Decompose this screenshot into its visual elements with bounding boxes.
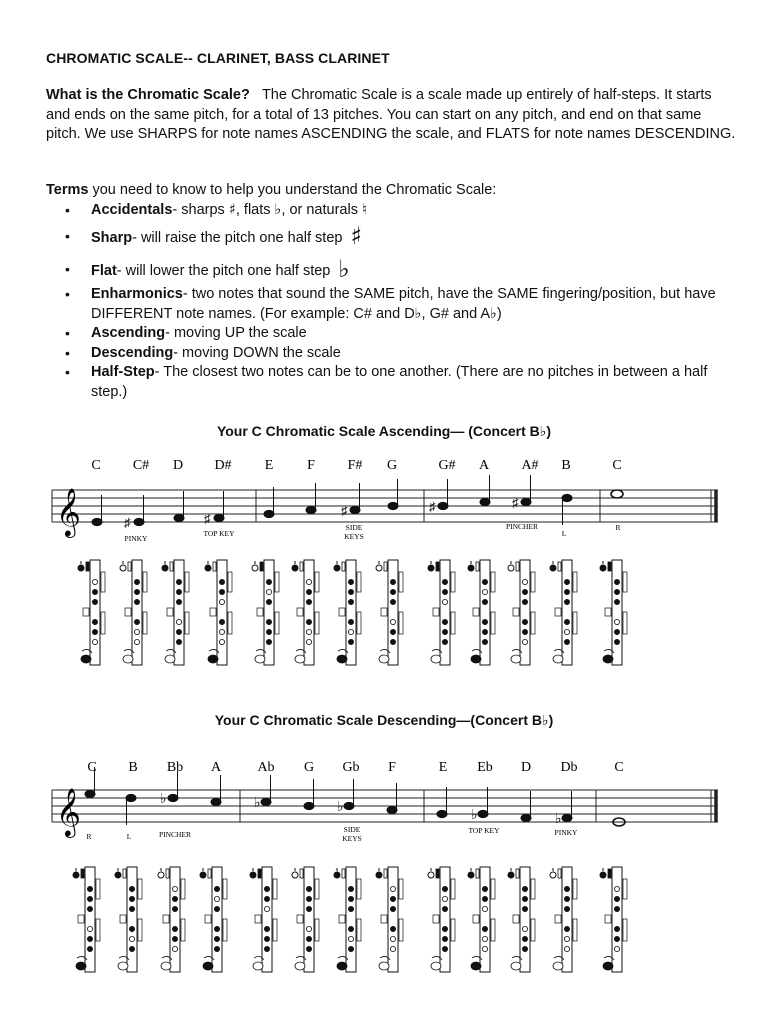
term-label: Flat bbox=[91, 262, 117, 279]
natural-icon: ♮ bbox=[361, 201, 368, 218]
note-name: C bbox=[87, 760, 97, 775]
label-r: R bbox=[86, 832, 92, 841]
terms-lead bbox=[46, 181, 736, 201]
fingering-chart-icon bbox=[508, 867, 535, 972]
label-keys: KEYS bbox=[342, 834, 362, 843]
note-name: E bbox=[264, 458, 274, 473]
descending-fingering-charts bbox=[73, 867, 627, 972]
terms-section bbox=[46, 181, 736, 402]
fingering-chart-icon bbox=[376, 867, 403, 972]
fingering-chart-icon bbox=[200, 867, 227, 972]
note-name: C bbox=[612, 458, 622, 473]
treble-clef-icon: 𝄞 bbox=[56, 487, 81, 536]
sharp-icon: ♯ bbox=[350, 222, 363, 250]
flat-icon: ♭ bbox=[555, 810, 562, 826]
flat-icon: ♭ bbox=[274, 201, 282, 218]
ascending-note-names bbox=[91, 458, 621, 473]
label-pinky: PINKY bbox=[124, 534, 148, 543]
note-name: Gb bbox=[342, 760, 360, 775]
descending-staff bbox=[52, 790, 718, 822]
flat-icon: ♭ bbox=[337, 798, 344, 814]
fingering-chart-icon bbox=[292, 560, 319, 665]
fingering-chart-icon bbox=[428, 867, 455, 972]
term-text: - two notes that sound the SAME pitch, have the SAME fingering/position, but have DIFFERENT note names. (For example: C# and D♭, G# and A♭) bbox=[91, 286, 716, 322]
note-name: A bbox=[478, 458, 490, 473]
term-item-sharp bbox=[46, 222, 736, 250]
note-name: Bb bbox=[166, 760, 184, 775]
fingering-chart-icon bbox=[600, 867, 627, 972]
fingering-chart-icon bbox=[252, 560, 279, 665]
fingering-chart-icon bbox=[292, 867, 319, 972]
note-name: E bbox=[438, 760, 448, 775]
fingering-chart-icon bbox=[120, 560, 147, 665]
fingering-chart-icon bbox=[78, 560, 105, 665]
term-item-enharmonics bbox=[46, 285, 736, 324]
note-name: C# bbox=[132, 458, 150, 473]
descending-labels bbox=[86, 825, 578, 843]
term-item-accidentals bbox=[46, 201, 736, 221]
sharp-icon: ♯ bbox=[228, 201, 236, 218]
note-name: D# bbox=[214, 458, 232, 473]
label-top-key: TOP KEY bbox=[468, 826, 500, 835]
ascending-heading: Your C Chromatic Scale Ascending— (Concert B♭) bbox=[216, 423, 552, 439]
terms-list bbox=[46, 201, 736, 403]
note-name: A# bbox=[521, 458, 539, 473]
label-pincher: PINCHER bbox=[158, 830, 192, 839]
descending-heading: Your C Chromatic Scale Descending—(Concert B♭) bbox=[214, 712, 554, 728]
note-name: G bbox=[386, 458, 398, 473]
label-l: L bbox=[561, 529, 567, 538]
sharp-icon: ♯ bbox=[341, 503, 348, 518]
fingering-chart-icon bbox=[508, 560, 535, 665]
fingering-chart-icon bbox=[428, 560, 455, 665]
label-l: L bbox=[126, 832, 132, 841]
page-title: CHROMATIC SCALE-- CLARINET, BASS CLARINET bbox=[46, 50, 390, 66]
fingering-chart-icon bbox=[600, 560, 627, 665]
fingering-chart-icon bbox=[73, 867, 100, 972]
term-text: - will lower the pitch one half step bbox=[116, 262, 331, 279]
label-r: R bbox=[615, 523, 621, 532]
label-side: SIDE bbox=[343, 825, 361, 834]
fingering-chart-icon bbox=[250, 867, 277, 972]
note-name: D bbox=[520, 760, 532, 775]
term-text: , flats bbox=[235, 201, 275, 218]
label-keys: KEYS bbox=[344, 532, 364, 541]
sharp-icon: ♯ bbox=[429, 499, 436, 514]
note-name: G bbox=[303, 760, 315, 775]
term-text: - moving DOWN the scale bbox=[173, 344, 341, 361]
note-name: C bbox=[91, 458, 101, 473]
term-label: Descending bbox=[91, 344, 174, 361]
note-name: B bbox=[128, 760, 138, 775]
term-item-descending bbox=[46, 344, 736, 364]
ascending-labels bbox=[125, 522, 621, 543]
fingering-chart-icon bbox=[205, 560, 232, 665]
label-side: SIDE bbox=[345, 523, 363, 532]
fingering-chart-icon bbox=[550, 560, 577, 665]
ascending-scale-figure bbox=[0, 450, 768, 675]
note-name: A bbox=[210, 760, 222, 775]
note-name: D bbox=[172, 458, 184, 473]
terms-lead-text: you need to know to help you understand the Chromatic Scale: bbox=[92, 182, 497, 198]
term-item-half-step bbox=[46, 363, 736, 402]
term-item-ascending bbox=[46, 324, 736, 344]
descending-note-names bbox=[87, 760, 623, 775]
term-text: , or naturals bbox=[281, 201, 362, 218]
fingering-chart-icon bbox=[334, 867, 361, 972]
term-text: - The closest two notes can be to one another. (There are no pitches in between a half step.) bbox=[91, 364, 708, 400]
descending-notes bbox=[85, 767, 627, 826]
term-text: - will raise the pitch one half step bbox=[132, 230, 343, 246]
term-label: Accidentals bbox=[91, 201, 173, 218]
flat-icon: ♭ bbox=[338, 254, 350, 283]
note-name: F bbox=[307, 458, 315, 473]
whole-note bbox=[611, 490, 623, 498]
note-name: C bbox=[614, 760, 624, 775]
note-name: Db bbox=[560, 760, 578, 775]
fingering-chart-icon bbox=[550, 867, 577, 972]
label-top-key: TOP KEY bbox=[203, 529, 235, 538]
terms-lead-bold: Terms bbox=[46, 182, 89, 198]
fingering-chart-icon bbox=[162, 560, 189, 665]
note-name: F# bbox=[347, 458, 363, 473]
fingering-chart-icon bbox=[468, 867, 495, 972]
note-name: Eb bbox=[477, 760, 493, 775]
sharp-icon: ♯ bbox=[124, 515, 131, 530]
term-label: Ascending bbox=[91, 325, 166, 341]
fingering-chart-icon bbox=[334, 560, 361, 665]
note-name: B bbox=[561, 458, 571, 473]
sharp-icon: ♯ bbox=[204, 511, 211, 526]
term-text: - sharps bbox=[172, 201, 229, 218]
label-pincher: PINCHER bbox=[505, 522, 539, 531]
note-name: G# bbox=[438, 458, 456, 473]
note-name: F bbox=[388, 760, 396, 775]
fingering-chart-icon bbox=[158, 867, 185, 972]
flat-icon: ♭ bbox=[471, 806, 478, 822]
term-label: Enharmonics bbox=[91, 286, 183, 302]
term-label: Half-Step bbox=[91, 364, 155, 380]
term-item-flat bbox=[46, 254, 736, 283]
intro-text: The Chromatic Scale is a scale made up entirely of half-steps. It starts and ends on the same pitch, for a total of 13 pitches. You can start on any pitch, and end on that same pitch. We use SHARPS for note names ASCENDING the scale, and FLATS for note names DESCENDING. bbox=[46, 87, 736, 142]
treble-clef-icon: 𝄞 bbox=[56, 787, 81, 836]
label-pinky: PINKY bbox=[554, 828, 578, 837]
term-label: Sharp bbox=[91, 230, 133, 246]
fingering-chart-icon bbox=[376, 560, 403, 665]
intro-question: What is the Chromatic Scale? bbox=[46, 87, 250, 103]
ascending-fingering-charts bbox=[78, 560, 627, 665]
fingering-chart-icon bbox=[468, 560, 495, 665]
intro-paragraph bbox=[46, 86, 736, 145]
descending-scale-figure bbox=[0, 755, 768, 980]
sharp-icon: ♯ bbox=[512, 495, 519, 510]
note-name: Ab bbox=[257, 760, 275, 775]
term-text: - moving UP the scale bbox=[165, 325, 307, 341]
flat-icon: ♭ bbox=[254, 794, 261, 810]
fingering-chart-icon bbox=[115, 867, 142, 972]
flat-icon: ♭ bbox=[160, 790, 167, 806]
